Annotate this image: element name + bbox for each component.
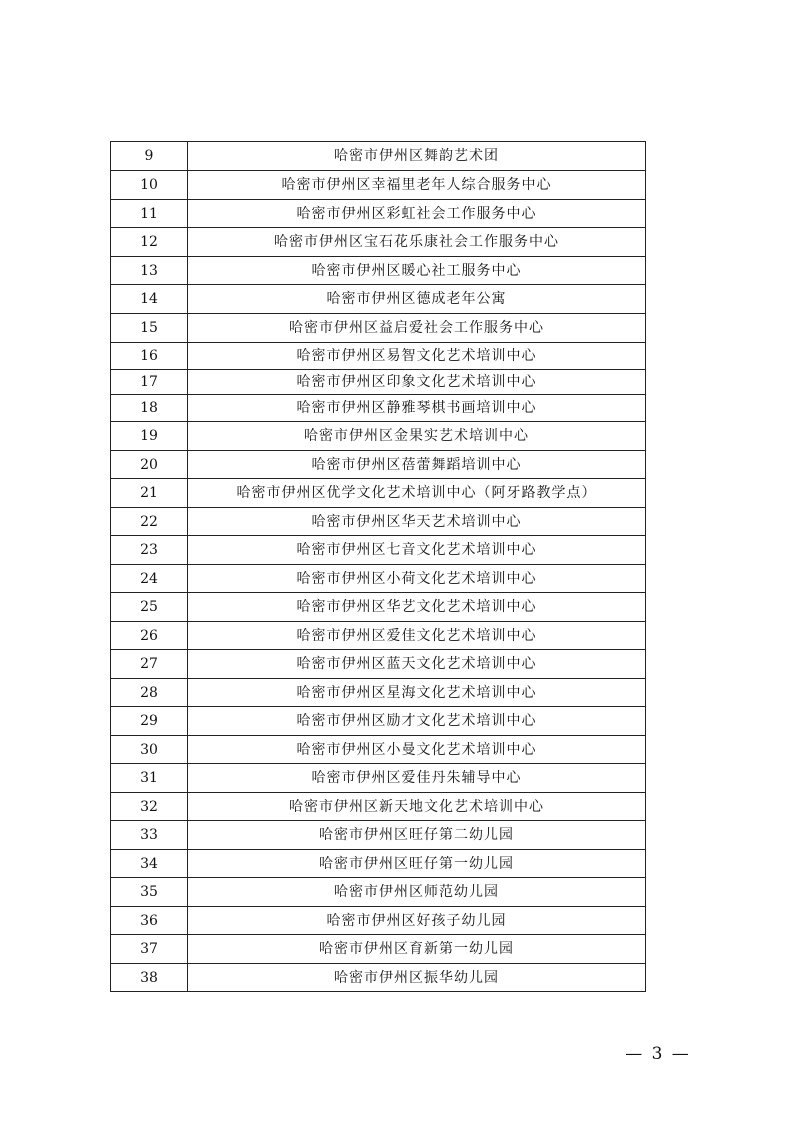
row-number: 35 — [111, 878, 188, 907]
organization-name: 哈密市伊州区励才文化艺术培训中心 — [188, 707, 646, 736]
table-row — [111, 508, 646, 536]
table-row — [111, 964, 646, 992]
row-number: 38 — [111, 964, 188, 992]
organization-name: 哈密市伊州区育新第一幼儿园 — [188, 935, 646, 964]
organization-name: 哈密市伊州区七音文化艺术培训中心 — [188, 536, 646, 565]
table-row — [111, 536, 646, 565]
table-row — [111, 593, 646, 622]
table-row — [111, 451, 646, 479]
table-row — [111, 622, 646, 650]
table-row — [111, 171, 646, 200]
table-row — [111, 285, 646, 314]
row-number: 11 — [111, 200, 188, 228]
table-row — [111, 228, 646, 257]
table-row — [111, 793, 646, 821]
table-row — [111, 907, 646, 935]
row-number: 28 — [111, 679, 188, 707]
organization-name: 哈密市伊州区爱佳文化艺术培训中心 — [188, 622, 646, 650]
table-row — [111, 679, 646, 707]
organization-name: 哈密市伊州区宝石花乐康社会工作服务中心 — [188, 228, 646, 257]
table-row — [111, 314, 646, 343]
organization-name: 哈密市伊州区旺仔第一幼儿园 — [188, 850, 646, 878]
organization-name: 哈密市伊州区优学文化艺术培训中心（阿牙路教学点） — [188, 479, 646, 508]
table-row — [111, 200, 646, 228]
row-number: 13 — [111, 257, 188, 285]
row-number: 20 — [111, 451, 188, 479]
organization-name: 哈密市伊州区华艺文化艺术培训中心 — [188, 593, 646, 622]
organization-name: 哈密市伊州区华天艺术培训中心 — [188, 508, 646, 536]
row-number: 16 — [111, 343, 188, 370]
row-number: 29 — [111, 707, 188, 736]
row-number: 24 — [111, 565, 188, 593]
table-row — [111, 395, 646, 422]
row-number: 12 — [111, 228, 188, 257]
row-number: 14 — [111, 285, 188, 314]
organization-name: 哈密市伊州区静雅琴棋书画培训中心 — [188, 395, 646, 422]
organization-name: 哈密市伊州区易智文化艺术培训中心 — [188, 343, 646, 370]
table-row — [111, 565, 646, 593]
row-number: 30 — [111, 736, 188, 764]
table-row — [111, 935, 646, 964]
page-number: — 3 — — [625, 1044, 691, 1064]
organization-name: 哈密市伊州区舞韵艺术团 — [188, 142, 646, 171]
organization-name: 哈密市伊州区金果实艺术培训中心 — [188, 422, 646, 451]
table-body — [111, 142, 646, 992]
row-number: 9 — [111, 142, 188, 171]
row-number: 10 — [111, 171, 188, 200]
table-row — [111, 821, 646, 850]
table-row — [111, 707, 646, 736]
organization-name: 哈密市伊州区印象文化艺术培训中心 — [188, 370, 646, 395]
row-number: 21 — [111, 479, 188, 508]
row-number: 36 — [111, 907, 188, 935]
row-number: 15 — [111, 314, 188, 343]
row-number: 17 — [111, 370, 188, 395]
organization-name: 哈密市伊州区蓝天文化艺术培训中心 — [188, 650, 646, 679]
organization-name: 哈密市伊州区暖心社工服务中心 — [188, 257, 646, 285]
organization-name: 哈密市伊州区彩虹社会工作服务中心 — [188, 200, 646, 228]
row-number: 34 — [111, 850, 188, 878]
row-number: 25 — [111, 593, 188, 622]
row-number: 31 — [111, 764, 188, 793]
organization-name: 哈密市伊州区旺仔第二幼儿园 — [188, 821, 646, 850]
organization-name: 哈密市伊州区好孩子幼儿园 — [188, 907, 646, 935]
table-row — [111, 764, 646, 793]
row-number: 37 — [111, 935, 188, 964]
organization-name: 哈密市伊州区师范幼儿园 — [188, 878, 646, 907]
organization-name: 哈密市伊州区德成老年公寓 — [188, 285, 646, 314]
row-number: 26 — [111, 622, 188, 650]
row-number: 32 — [111, 793, 188, 821]
row-number: 18 — [111, 395, 188, 422]
organization-table — [110, 141, 646, 992]
table-row — [111, 370, 646, 395]
organization-name: 哈密市伊州区幸福里老年人综合服务中心 — [188, 171, 646, 200]
table-row — [111, 343, 646, 370]
row-number: 33 — [111, 821, 188, 850]
organization-name: 哈密市伊州区益启爱社会工作服务中心 — [188, 314, 646, 343]
organization-name: 哈密市伊州区蓓蕾舞蹈培训中心 — [188, 451, 646, 479]
row-number: 19 — [111, 422, 188, 451]
organization-name: 哈密市伊州区新天地文化艺术培训中心 — [188, 793, 646, 821]
organization-name: 哈密市伊州区小荷文化艺术培训中心 — [188, 565, 646, 593]
row-number: 22 — [111, 508, 188, 536]
organization-name: 哈密市伊州区爱佳丹朱辅导中心 — [188, 764, 646, 793]
table-row — [111, 878, 646, 907]
table-row — [111, 850, 646, 878]
row-number: 27 — [111, 650, 188, 679]
organization-name: 哈密市伊州区振华幼儿园 — [188, 964, 646, 992]
table-row — [111, 142, 646, 171]
table-row — [111, 479, 646, 508]
table-row — [111, 736, 646, 764]
table-row — [111, 650, 646, 679]
table-row — [111, 422, 646, 451]
organization-name: 哈密市伊州区星海文化艺术培训中心 — [188, 679, 646, 707]
row-number: 23 — [111, 536, 188, 565]
organization-name: 哈密市伊州区小曼文化艺术培训中心 — [188, 736, 646, 764]
table-row — [111, 257, 646, 285]
